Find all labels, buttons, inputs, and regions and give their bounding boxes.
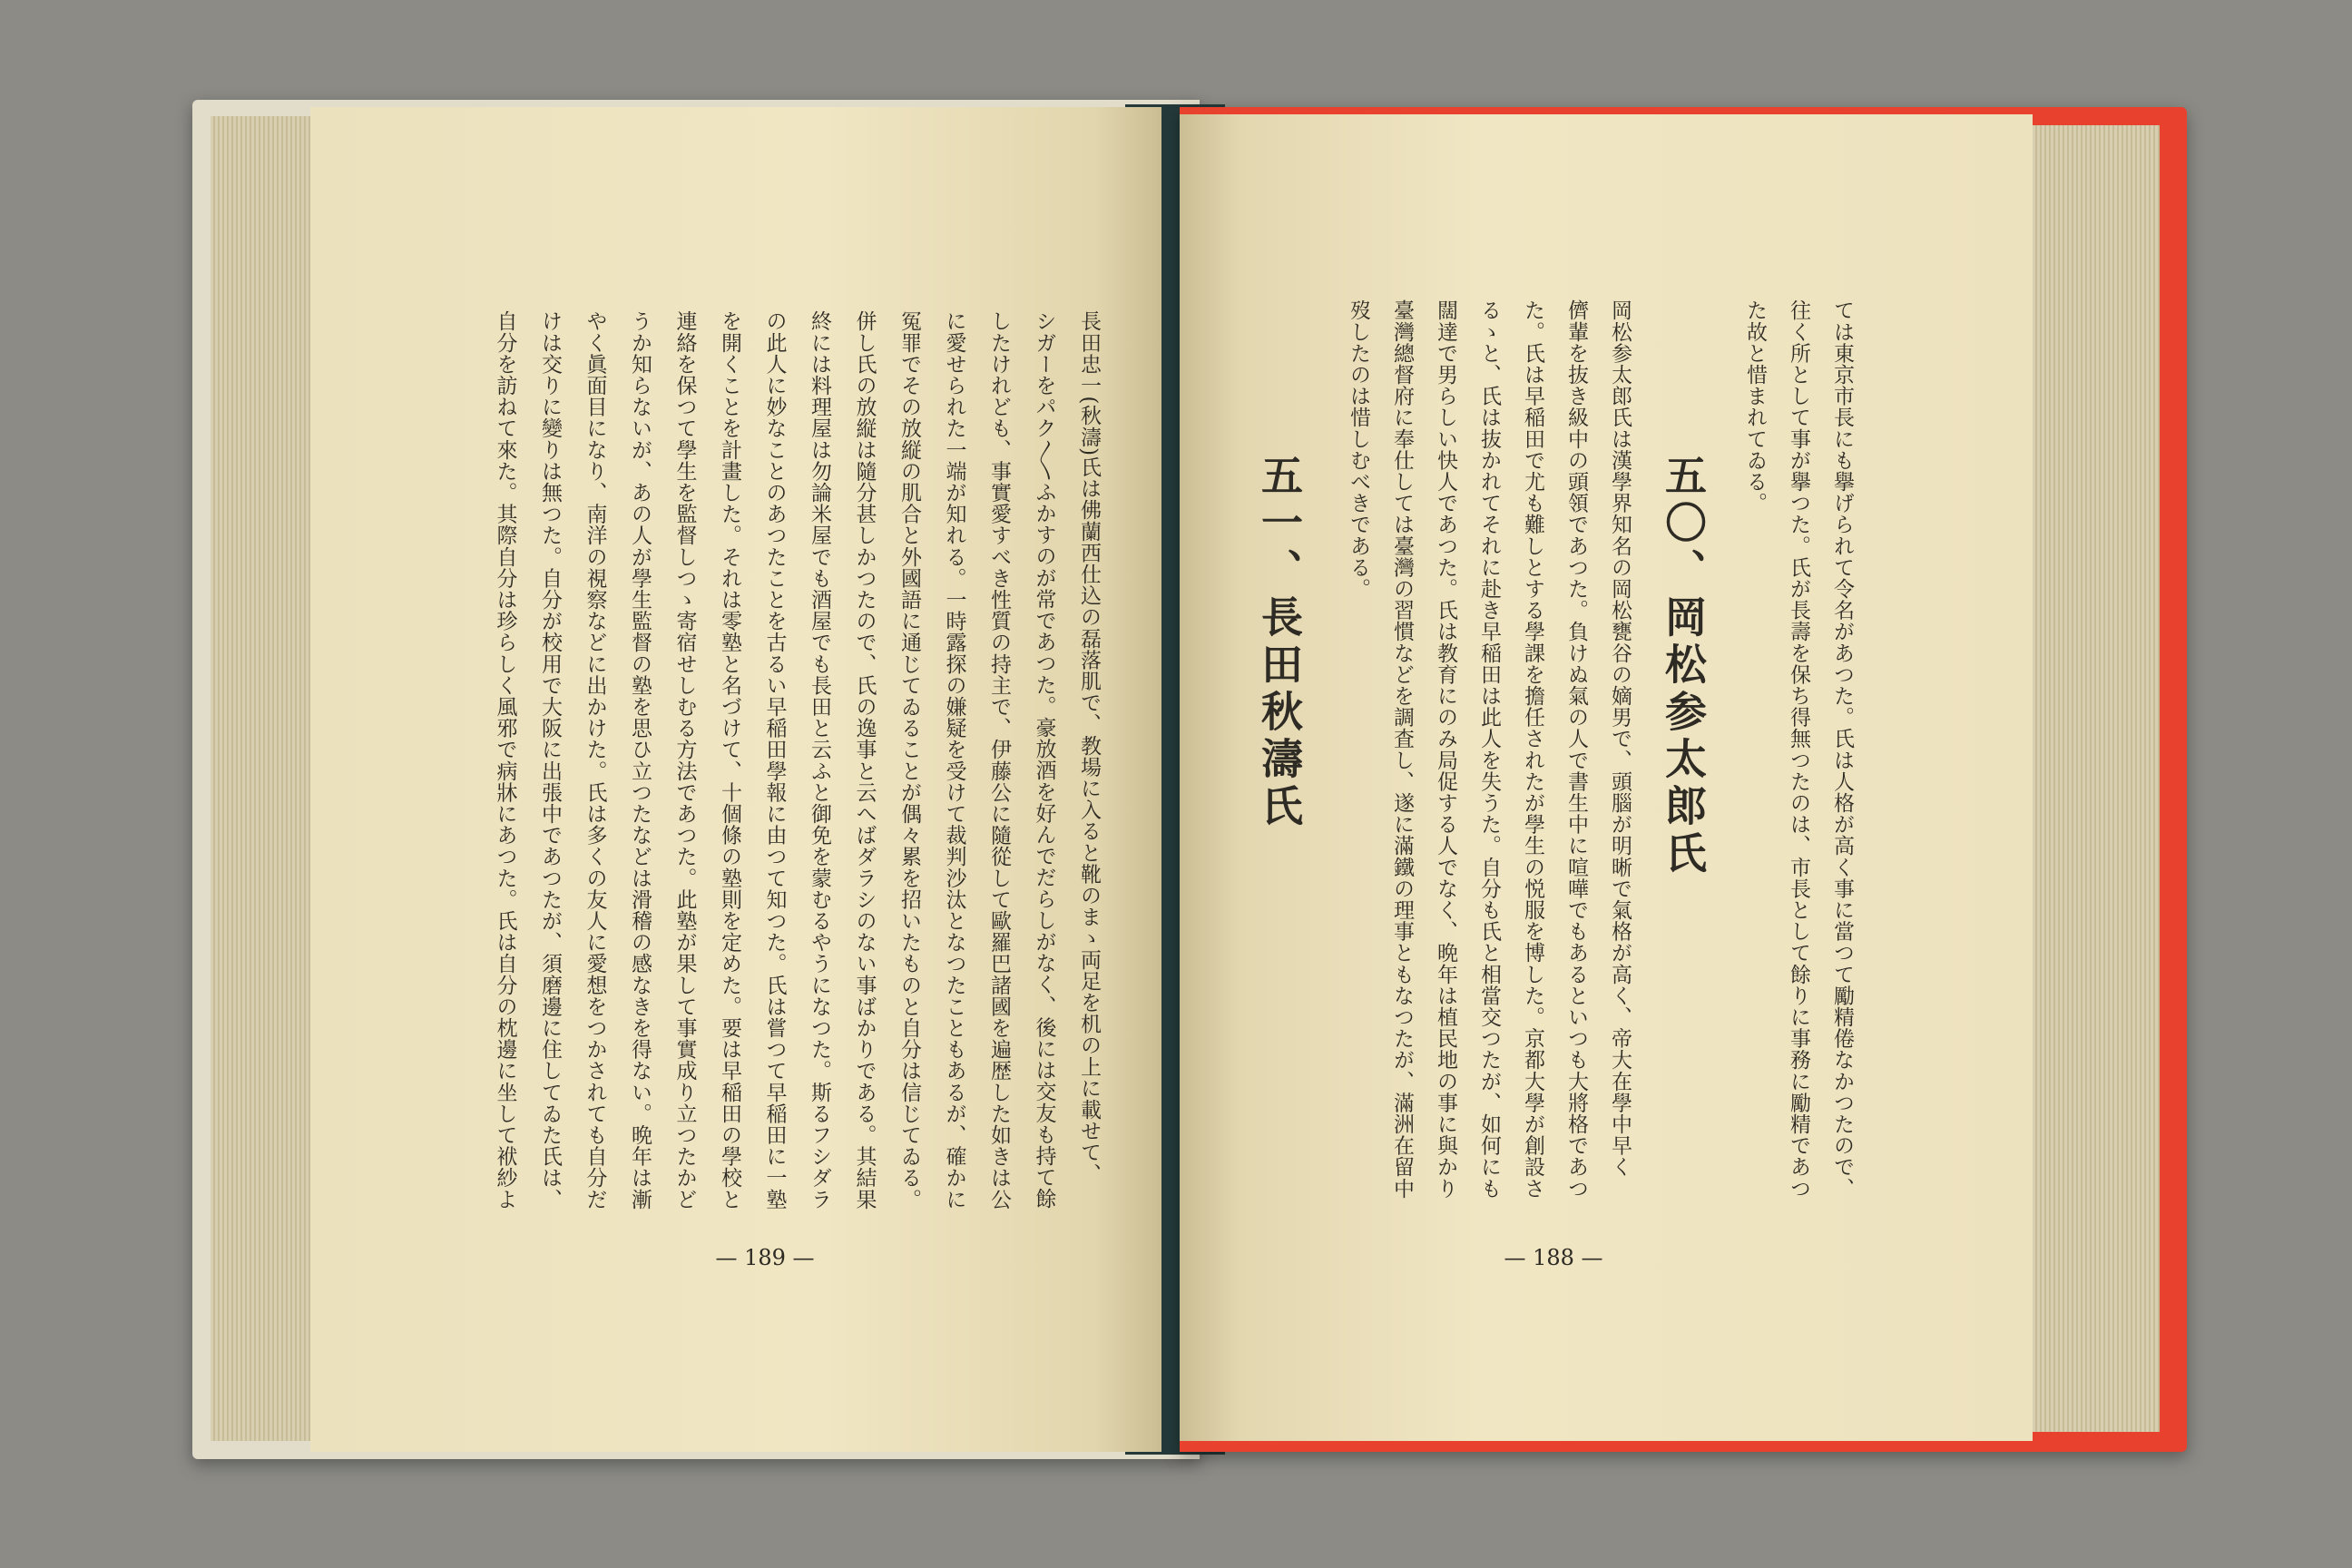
left-page-number: — 189 — [715, 1245, 815, 1270]
right-page-text-column: 臺灣總督府に奉仕しては臺灣の習慣などを調査し、遂に滿鐵の理事ともなつたが、滿洲在留中 [1390, 299, 1414, 1200]
right-page-text-column: た故と惜まれてゐる。 [1743, 299, 1767, 514]
left-page-text-column: 長田忠一(秋濤)氏は佛蘭西仕込の磊落肌で、教場に入ると靴のまゝ両足を机の上に載せて、 [1077, 310, 1101, 1185]
left-page-text-column: 冤罪でその放縦の肌合と外國語に通じてゐることが偶々累を招いたものと自分は信じてゐる。 [897, 310, 921, 1210]
right-page-text-column: 岡松参太郎氏は漢學界知名の岡松甕谷の嫡男で、頭腦が明晰で氣格が高く、帝大在學中早く [1608, 299, 1632, 1178]
left-page-text-column: したけれども、事實愛すべき性質の持主で、伊藤公に隨從して歐羅巴諸國を遍歴した如きは公 [987, 310, 1011, 1210]
left-page-text-column: 自分を訪ねて來た。其際自分は珍らしく風邪で病牀にあつた。氏は自分の枕邊に坐して袱紗よ [493, 310, 517, 1210]
right-page-text-column: 闊達で男らしい快人であつた。氏は教育にのみ局促する人でなく、晩年は植民地の事に與かり [1434, 299, 1457, 1200]
right-page-text-column: 儕輩を抜き級中の頭領であつた。負けぬ氣の人で書生中に喧嘩でもあるといつも大將格であつ [1564, 299, 1588, 1200]
right-page-edges [2024, 125, 2160, 1432]
right-page-text-column: ては東京市長にも擧げられて令名があつた。氏は人格が高く事に當つて勵精倦なかつたので、 [1830, 299, 1854, 1200]
left-page-text-column: うか知らないが、あの人が學生監督の塾を思ひ立つたなどは滑稽の感なきを得ない。晩年は漸 [628, 310, 652, 1210]
left-page-edges [211, 116, 310, 1441]
left-page-text-column: シガーをパク〳〵ふかすのが常であつた。豪放酒を好んでだらしがなく、後には交友も持て餘 [1032, 310, 1056, 1210]
section-heading-50: 五〇、岡松参太郎氏 [1659, 454, 1708, 878]
left-page-text-column: の此人に妙なことのあつたことを古るい早稲田學報に由つて知つた。氏は嘗つて早稲田に一塾 [762, 310, 787, 1210]
right-page-number: — 188 — [1504, 1245, 1603, 1270]
left-page-text-column: 終には料理屋は勿論米屋でも酒屋でも長田と云ふと御免を蒙むるやうになつた。斯るフシダラ [808, 310, 831, 1210]
left-page-text-column: けは交りに變りは無つた。自分が校用で大阪に出張中であつたが、須磨邊に住してゐた氏は、 [538, 310, 562, 1210]
right-page-text-column: 歿したのは惜しむべきである。 [1347, 299, 1370, 600]
section-heading-51: 五一、長田秋濤氏 [1255, 454, 1304, 831]
left-page-text-column: 連絡を保つて學生を監督しつゝ寄宿せしむる方法であつた。此塾が果して事實成り立つたかど [672, 310, 697, 1210]
left-page-text-column: に愛せられた一端が知れる。一時露探の嫌疑を受けて裁判沙汰となつたこともあるが、確かに [942, 310, 966, 1210]
right-page-text-column: るゝと、氏は抜かれてそれに赴き早稲田は此人を失うた。自分も氏と相當交つたが、如何にも [1477, 299, 1501, 1200]
right-page-text-column: 往く所として事が擧つた。氏が長壽を保ち得無つたのは、市長として餘りに事務に勵精であつ [1787, 299, 1810, 1200]
left-page-text-column: やく眞面目になり、南洋の視察などに出かけた。氏は多くの友人に愛想をつかされても自分だ [583, 310, 607, 1210]
right-page-text-column: た。氏は早稲田で尤も難しとする學課を擔任されたが學生の悦服を博した。京都大學が創設さ [1521, 299, 1544, 1200]
right-page [1180, 114, 2033, 1441]
left-page-text-column: 併し氏の放縦は隨分甚しかつたので、氏の逸事と云へばダラシのない事ばかりである。其結果 [852, 310, 877, 1210]
left-page-text-column: を開くことを計畫した。それは零塾と名づけて、十個條の塾則を定めた。要は早稲田の學校と [718, 310, 741, 1210]
